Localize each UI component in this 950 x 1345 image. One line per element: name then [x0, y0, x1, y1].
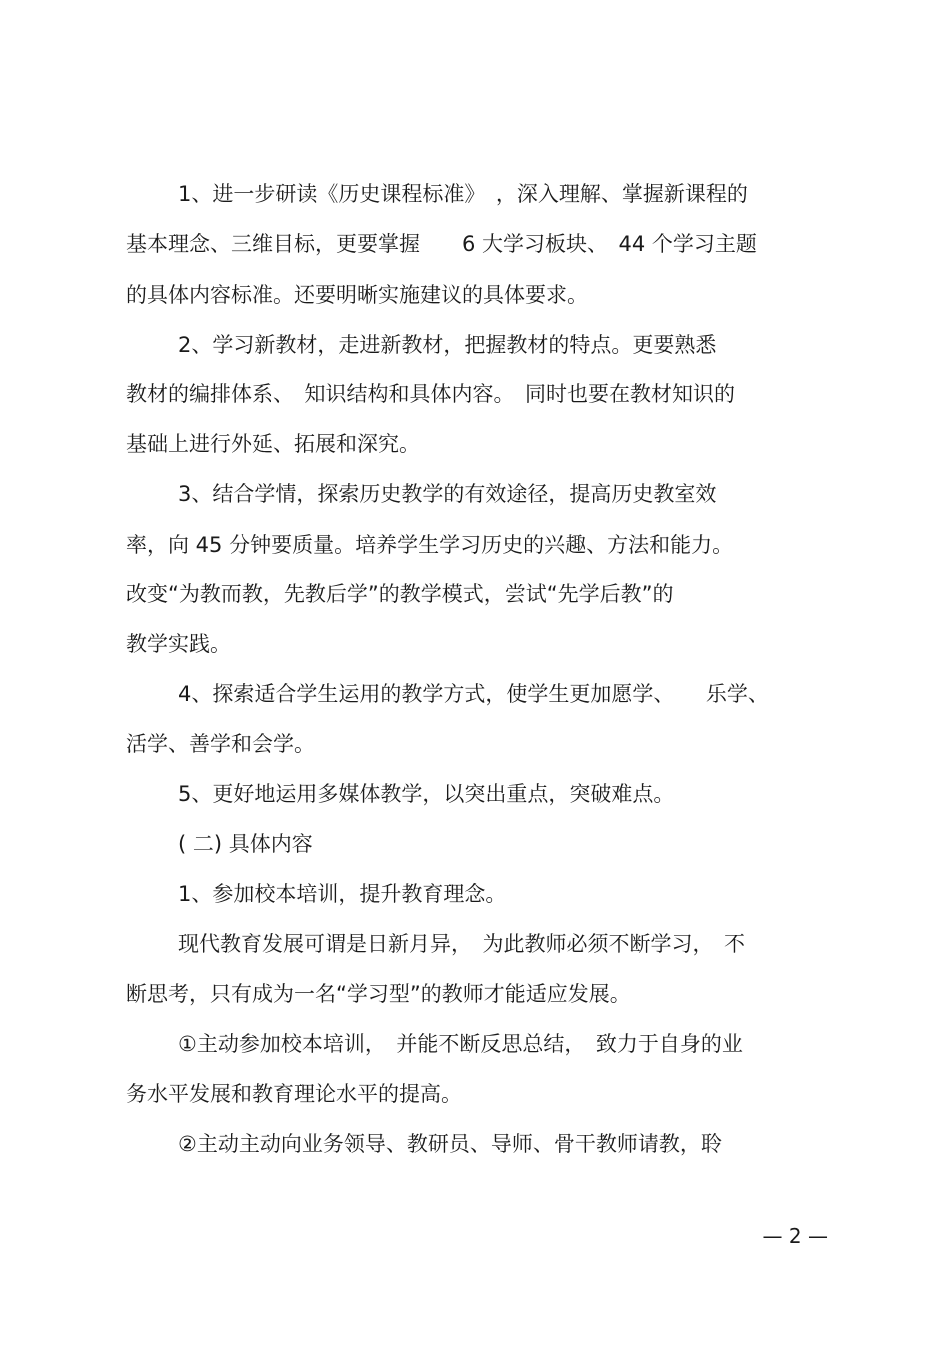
paragraph-1-line-1: 1、进一步研读《历史课程标准》 ，深入理解、掌握新课程的	[178, 182, 748, 206]
paragraph-3-line-4: 教学实践。	[126, 632, 231, 656]
paragraph-3-line-1: 3、结合学情，探索历史教学的有效途径，提高历史教室效	[178, 482, 717, 506]
paragraph-6-line-1: 现代教育发展可谓是日新月异， 为此教师必须不断学习， 不	[178, 932, 745, 956]
paragraph-8-line-1: ②主动主动向业务领导、教研员、导师、骨干教师请教，聆	[178, 1132, 722, 1156]
paragraph-7-line-1: ①主动参加校本培训， 并能不断反思总结， 致力于自身的业	[178, 1032, 743, 1056]
paragraph-7-line-2: 务水平发展和教育理论水平的提高。	[126, 1082, 462, 1106]
subheading-1: 1、参加校本培训，提升教育理念。	[178, 882, 507, 906]
paragraph-5-line-1: 5、更好地运用多媒体教学，以突出重点，突破难点。	[178, 782, 675, 806]
paragraph-1-line-2: 基本理念、三维目标，更要掌握 6 大学习板块、 44 个学习主题	[126, 232, 757, 256]
paragraph-2-line-2: 教材的编排体系、 知识结构和具体内容。 同时也要在教材知识的	[126, 382, 735, 406]
page-number: — 2 —	[762, 1224, 828, 1248]
paragraph-1-line-3: 的具体内容标准。还要明晰实施建议的具体要求。	[126, 283, 588, 307]
paragraph-2-line-3: 基础上进行外延、拓展和深究。	[126, 432, 420, 456]
paragraph-2-line-1: 2、学习新教材，走进新教材，把握教材的特点。更要熟悉	[178, 333, 717, 357]
paragraph-4-line-2: 活学、善学和会学。	[126, 732, 315, 756]
paragraph-6-line-2: 断思考，只有成为一名“学习型”的教师才能适应发展。	[126, 982, 631, 1006]
section-heading: ( 二) 具体内容	[178, 832, 313, 856]
paragraph-4-line-1: 4、探索适合学生运用的教学方式，使学生更加愿学、 乐学、	[178, 682, 769, 706]
paragraph-3-line-2: 率，向 45 分钟要质量。培养学生学习历史的兴趣、方法和能力。	[126, 533, 734, 557]
paragraph-3-line-3: 改变“为教而教，先教后学”的教学模式，尝试“先学后教”的	[126, 582, 674, 606]
